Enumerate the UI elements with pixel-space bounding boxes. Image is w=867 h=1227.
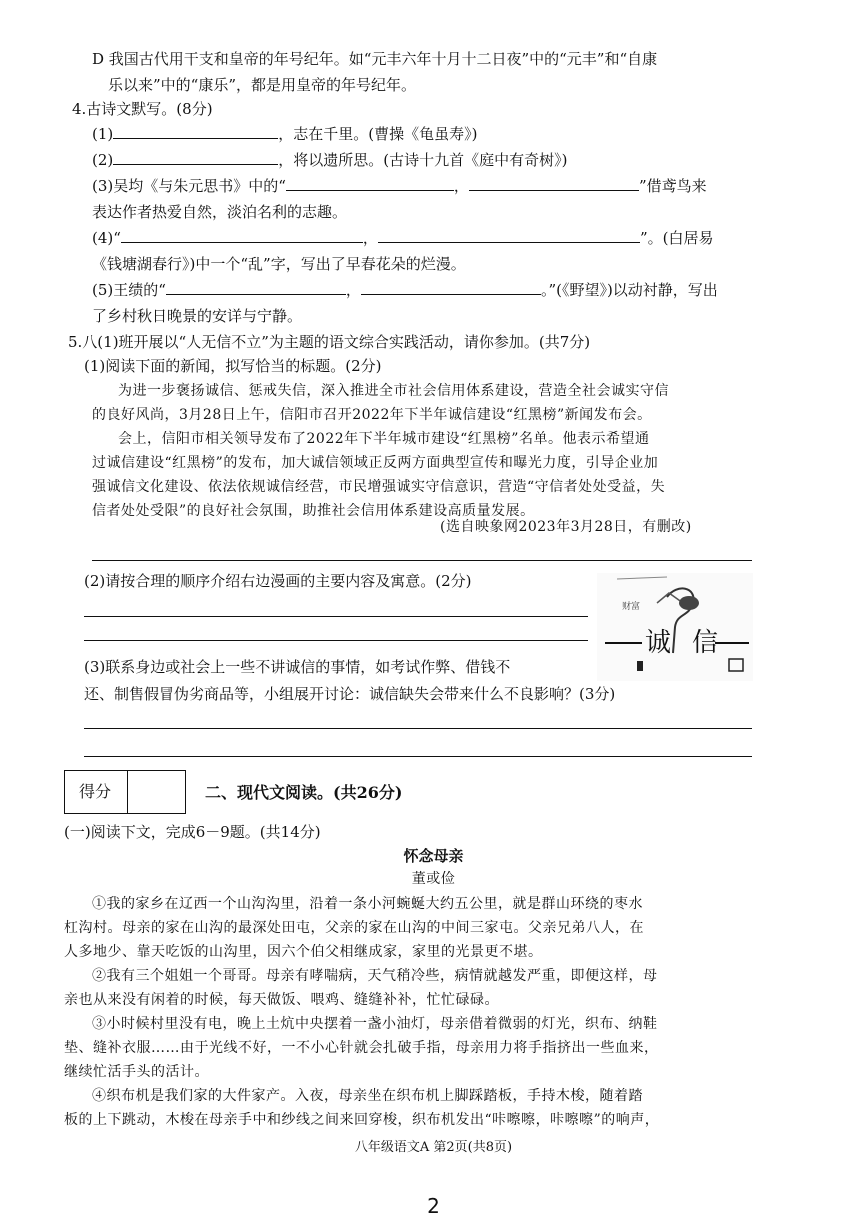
q4-l4-end: ”。(白居易 [639, 229, 714, 247]
q4-line1 [92, 124, 477, 144]
q4-title: 4.古诗文默写。(8分) [72, 100, 213, 118]
answer-blank-3b[interactable] [469, 176, 639, 191]
answer-blank-4b[interactable] [378, 228, 640, 243]
q4-l5-start: (5)王绩的“ [92, 281, 166, 299]
paragraph-2-line-2: 亲也从来没有闲着的时候，每天做饭、喂鸡、缝缝补补，忙忙碌碌。 [64, 992, 499, 1008]
q4-l4-start: (4)“ [92, 229, 121, 247]
page-footer: 八年级语文A 第2页(共8页) [354, 1140, 513, 1155]
paragraph-1-line-1: ①我的家乡在辽西一个山沟沟里，沿着一条小河蜿蜒大约五公里，就是群山环绕的枣水 [92, 896, 643, 912]
news-line-1: 为进一步褒扬诚信、惩戒失信，深入推进全市社会信用体系建设，营造全社会诚实守信 [118, 383, 669, 399]
cartoon-image [597, 573, 753, 681]
cartoon-drawing [597, 573, 753, 681]
q4-line5 [92, 280, 718, 300]
news-line-6: 信者处处受限”的良好社会氛围，助推社会信用体系建设高质量发展。 [92, 503, 535, 519]
paragraph-3-line-1: ③小时候村里没有电，晚上土炕中央摆着一盏小油灯，母亲借着微弱的灯光，织布、纳鞋 [92, 1016, 658, 1032]
score-label: 得分 [79, 782, 112, 801]
cartoon-char-2: 信 [692, 628, 719, 658]
paragraph-2-line-1: ②我有三个姐姐一个哥哥。母亲有哮喘病，天气稍冷些，病情就越发严重，即便这样，母 [92, 968, 658, 984]
q4-l5-end: 。”(《野望》)以动衬静，写出 [540, 281, 718, 299]
q4-l3-start: (3)吴均《与朱元思书》中的“ [92, 177, 286, 195]
option-d-line2: 乐以来”中的“康乐”，都是用皇帝的年号纪年。 [108, 76, 417, 94]
article-author: 董或俭 [411, 871, 456, 887]
q4-l4-comma: ， [362, 229, 378, 247]
q4-line3 [92, 176, 707, 196]
answer-blank-5a[interactable] [166, 280, 346, 295]
q5-sub1: (1)阅读下面的新闻，拟写恰当的标题。(2分) [84, 357, 382, 375]
section2-title: 二、现代文阅读。(共26分) [205, 783, 403, 802]
answer-blank-2[interactable] [113, 150, 278, 165]
q4-line5b: 了乡村秋日晚景的安详与宁静。 [92, 307, 303, 325]
news-line-3: 会上，信阳市相关领导发布了2022年下半年城市建设“红黑榜”名单。他表示希望通 [118, 431, 650, 447]
paragraph-4-line-2: 板的上下跳动，木梭在母亲手中和纱线之间来回穿梭，织布机发出“咔嚓嚓，咔嚓嚓”的响声， [64, 1112, 660, 1128]
answer-blank-4a[interactable] [121, 228, 363, 243]
q5-sub3b: 还、制售假冒伪劣商品等，小组展开讨论：诚信缺失会带来什么不良影响？(3分) [84, 685, 616, 703]
cartoon-char-1: 诚 [645, 628, 672, 658]
answer-blank-1[interactable] [113, 124, 278, 139]
score-input-cell[interactable] [129, 771, 185, 813]
section2-subtitle: (一)阅读下文，完成6－9题。(共14分) [64, 823, 321, 841]
paragraph-1-line-2: 杠沟村。母亲的家在山沟的最深处田屯，父亲的家在山沟的中间三家屯。父亲兄弟八人，在 [64, 920, 644, 936]
q4-line4 [92, 228, 713, 248]
q4-line3b: 表达作者热爱自然，淡泊名利的志趣。 [92, 203, 348, 221]
article-title: 怀念母亲 [403, 847, 464, 865]
news-line-5: 强诚信文化建设、依法依规诚信经营，市民增强诚实守信意识，营造“守信者处处受益，失 [92, 479, 666, 495]
paragraph-1-line-3: 人多地少、靠天吃饭的山沟里，因六个伯父相继成家，家里的光景更不堪。 [64, 944, 543, 960]
answer-blank-3a[interactable] [286, 176, 454, 191]
answer-blank-5b[interactable] [361, 280, 541, 295]
score-box [64, 770, 186, 814]
answer-line-4[interactable] [84, 728, 752, 729]
answer-line-5[interactable] [84, 756, 752, 757]
news-source: (选自映象网2023年3月28日，有删改) [440, 519, 692, 535]
score-box-divider [127, 771, 128, 813]
q4-line4b: 《钱塘湖春行》)中一个“乱”字，写出了早春花朵的烂漫。 [92, 255, 466, 273]
q4-l2-text: ，将以遗所思。(古诗十九首《庭中有奇树》) [278, 151, 568, 169]
paragraph-3-line-2: 垫、缝补衣服……由于光线不好，一不小心针就会扎破手指，母亲用力将手指挤出一些血来， [64, 1040, 659, 1056]
q4-l1-text: ，志在千里。(曹操《龟虽寿》) [278, 125, 478, 143]
news-line-2: 的良好风尚，3月28日上午，信阳市召开2022年下半年诚信建设“红黑榜”新闻发布会。 [92, 407, 652, 423]
q4-l2-label: (2) [92, 151, 114, 169]
q4-l1-label: (1) [92, 125, 114, 143]
q4-line2 [92, 150, 567, 170]
q5-sub2: (2)请按合理的顺序介绍右边漫画的主要内容及寓意。(2分) [84, 572, 472, 590]
q4-l5-comma: ， [345, 281, 361, 299]
answer-line-3[interactable] [84, 640, 588, 641]
option-d-line1: D 我国古代用干支和皇帝的年号纪年。如“元丰六年十月十二日夜”中的“元丰”和“自康 [92, 50, 658, 68]
news-line-4: 过诚信建设“红黑榜”的发布，加大诚信领域正反两方面典型宣传和曝光力度，引导企业加 [92, 455, 659, 471]
answer-line-2[interactable] [84, 616, 588, 617]
page-number: 2 [427, 1194, 440, 1218]
q4-l3-end: ”借鸢鸟来 [638, 177, 707, 195]
q4-l3-comma: ， [453, 177, 469, 195]
paragraph-4-line-1: ④织布机是我们家的大件家产。入夜，母亲坐在织布机上脚踩踏板，手持木梭，随着踏 [92, 1088, 643, 1104]
answer-line-1[interactable] [92, 560, 752, 561]
cartoon-tag: 财富 [622, 602, 641, 612]
paragraph-3-line-3: 继续忙活手头的活计。 [64, 1064, 209, 1080]
q5-sub3a: (3)联系身边或社会上一些不讲诚信的事情，如考试作弊、借钱不 [84, 658, 511, 676]
q5-title: 5.八(1)班开展以“人无信不立”为主题的语文综合实践活动，请你参加。(共7分) [68, 333, 591, 351]
